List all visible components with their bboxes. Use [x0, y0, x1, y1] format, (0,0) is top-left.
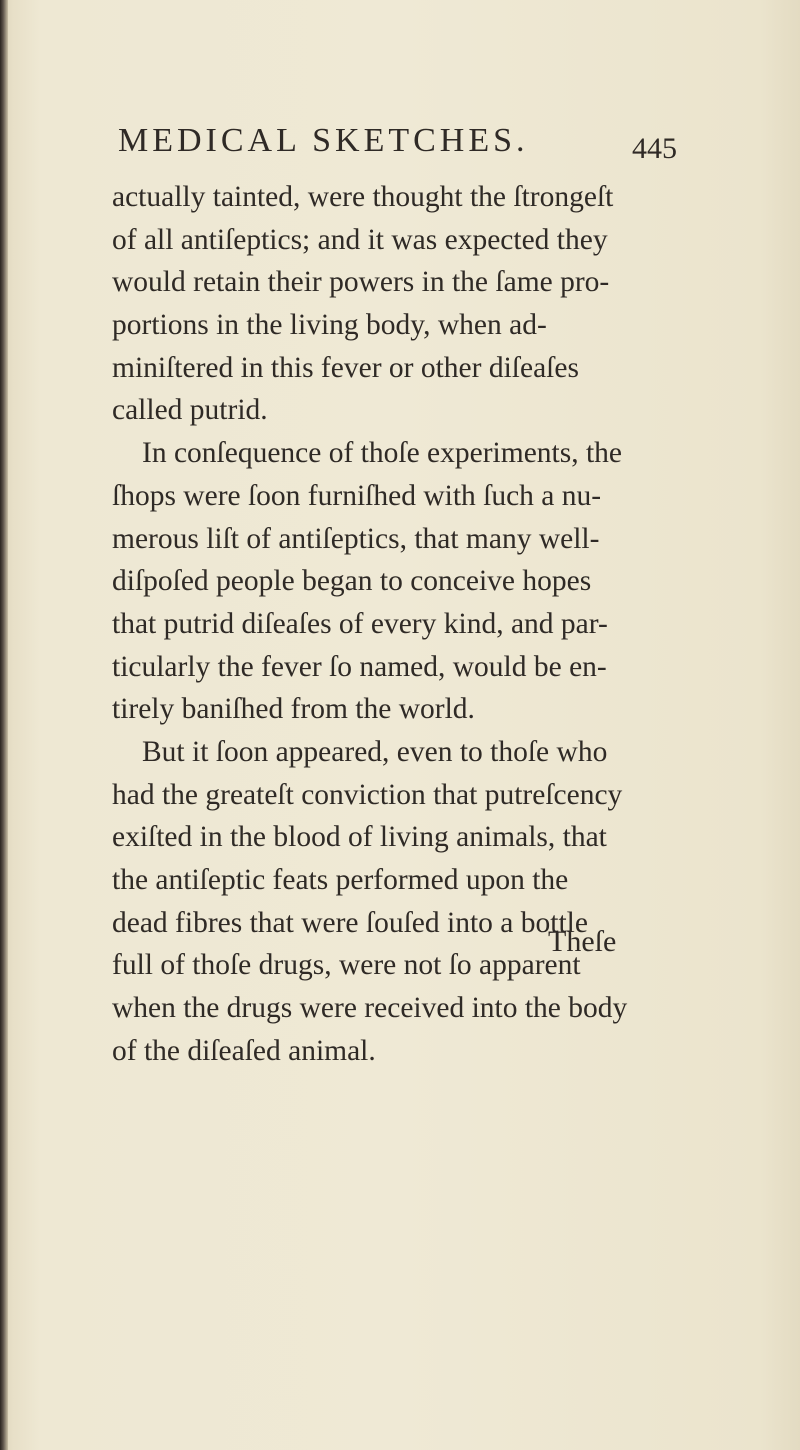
text-line: miniſtered in this fever or other diſeaſes	[112, 351, 579, 384]
text-line: ticularly the fever ſo named, would be en-	[112, 650, 607, 683]
text-line: called putrid.	[112, 394, 268, 427]
text-line: tirely baniſhed from the world.	[112, 693, 475, 726]
text-line: had the greateſt conviction that putreſcency	[112, 778, 623, 811]
text-line: of all antiſeptics; and it was expected they	[112, 223, 608, 256]
text-line: that putrid diſeaſes of every kind, and par-	[112, 607, 608, 640]
paragraph-start-line: In conſequence of thoſe experiments, the	[142, 437, 623, 470]
text-line: actually tainted, were thought the ſtrongeſt	[112, 181, 614, 213]
text-line: of the diſeaſed animal.	[112, 1034, 376, 1067]
text-line: diſpoſed people began to conceive hopes	[112, 565, 592, 598]
paragraph-start-line: But it ſoon appeared, even to thoſe who	[142, 735, 608, 768]
running-head	[118, 122, 678, 172]
text-line: dead fibres that were ſouſed into a bottle	[112, 906, 588, 939]
text-line: merous liſt of antiſeptics, that many well-	[112, 522, 600, 555]
catchword: Theſe	[548, 925, 617, 958]
text-line: when the drugs were received into the body	[112, 992, 628, 1025]
text-line: portions in the living body, when ad-	[112, 309, 547, 342]
text-line: the antiſeptic feats performed upon the	[112, 864, 569, 896]
text-line: would retain their powers in the ſame pro-	[112, 266, 610, 299]
text-line: ſhops were ſoon furniſhed with ſuch a nu-	[112, 479, 602, 512]
running-title: MEDICAL SKETCHES.	[118, 122, 529, 159]
binding-edge	[0, 0, 8, 1450]
page-number: 445	[632, 132, 677, 165]
text-line: full of thoſe drugs, were not ſo apparent	[112, 949, 581, 982]
text-line: exiſted in the blood of living animals, that	[112, 821, 607, 854]
